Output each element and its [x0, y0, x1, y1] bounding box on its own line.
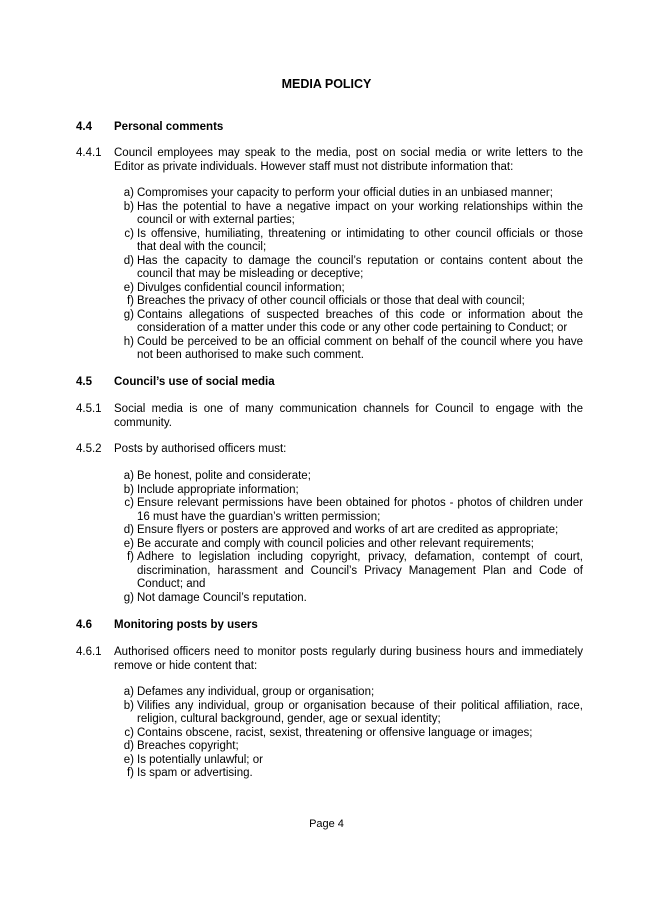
list-item-label: d) [123, 740, 134, 752]
section-number: 4.4 [76, 121, 92, 133]
list-item [118, 767, 583, 781]
list-item-label: g) [123, 308, 134, 321]
list-item [118, 551, 583, 592]
list-item [118, 740, 583, 754]
list-4-4-1 [118, 187, 583, 363]
list-item-label: a) [123, 187, 134, 199]
list-item-text: Has the potential to have a negative impact on your working relationships within the council or with external parties; [137, 200, 583, 226]
list-item-label: e) [123, 537, 134, 550]
list-item-text: Divulges confidential council information; [137, 281, 345, 294]
list-item-text: Be accurate and comply with council policies and other relevant requirements; [137, 537, 534, 550]
paragraph-number: 4.5.1 [76, 403, 102, 415]
section-number: 4.5 [76, 376, 92, 388]
list-item [118, 727, 583, 741]
list-item [118, 201, 583, 228]
list-item [118, 686, 583, 700]
list-item-label: c) [124, 726, 134, 739]
section-title: Personal comments [114, 121, 224, 133]
list-item-text: Is potentially unlawful; or [137, 753, 263, 766]
page-number-footer: Page 4 [309, 818, 344, 830]
paragraph-number: 4.6.1 [76, 646, 102, 658]
list-item-label: h) [123, 335, 134, 348]
list-item-text: Compromises your capacity to perform your official duties in an unbiased manner; [137, 187, 553, 199]
paragraph-4-5-2 [76, 443, 583, 457]
list-item-label: b) [123, 483, 134, 496]
paragraph-text: Social media is one of many communication channels for Council to engage with the community. [114, 403, 583, 429]
list-item-text: Not damage Council’s reputation. [137, 591, 307, 604]
list-item-label: g) [123, 591, 134, 604]
paragraph-text: Council employees may speak to the media, post on social media or write letters to the Editor as private individuals. However staff must not distribute information that: [114, 147, 583, 173]
list-4-5-2 [118, 470, 583, 605]
list-item-label: f) [126, 295, 134, 307]
list-item [118, 255, 583, 282]
list-item [118, 592, 583, 606]
page-title: MEDIA POLICY [281, 77, 372, 91]
list-item-text: Adhere to legislation including copyright, privacy, defamation, contempt of court, discrimination, harassment and Council’s Privacy Management Plan and Code of Conduct; and [137, 551, 583, 590]
list-item-label: e) [123, 753, 134, 766]
section-title: Monitoring posts by users [114, 619, 258, 631]
list-item-label: f) [126, 767, 134, 779]
list-item-text: Contains allegations of suspected breaches of this code or information about the consideration of a matter under this code or any other code pertaining to Conduct; or [137, 308, 583, 334]
list-item [118, 538, 583, 552]
paragraph-number: 4.4.1 [76, 147, 102, 159]
list-item [118, 309, 583, 336]
section-number: 4.6 [76, 619, 92, 631]
list-item-text: Include appropriate information; [137, 483, 299, 496]
list-item [118, 282, 583, 296]
paragraph-number: 4.5.2 [76, 443, 102, 455]
paragraph-4-5-1 [76, 403, 583, 430]
list-item-label: d) [123, 254, 134, 267]
list-item-text: Ensure flyers or posters are approved and works of art are credited as appropriate; [137, 524, 559, 536]
paragraph-4-4-1 [76, 147, 583, 174]
paragraph-text: Authorised officers need to monitor posts regularly during business hours and immediately remove or hide content that: [114, 646, 583, 672]
list-4-6-1 [118, 686, 583, 781]
section-heading-4-6 [76, 619, 258, 631]
list-item-label: a) [123, 686, 134, 698]
paragraph-4-6-1 [76, 646, 583, 673]
list-item-label: c) [124, 227, 134, 240]
list-item-text: Breaches copyright; [137, 740, 239, 752]
list-item-text: Breaches the privacy of other council officials or those that deal with council; [137, 295, 525, 307]
section-title: Council’s use of social media [114, 376, 275, 388]
list-item-text: Is offensive, humiliating, threatening or intimidating to other council officials or those that deal with the council; [137, 227, 583, 253]
section-heading-4-4 [76, 121, 223, 133]
list-item-text: Is spam or advertising. [137, 767, 253, 779]
list-item-text: Could be perceived to be an official comment on behalf of the council where you have not been authorised to make such comment. [137, 335, 583, 361]
list-item-text: Defames any individual, group or organisation; [137, 686, 375, 698]
list-item [118, 700, 583, 727]
list-item [118, 187, 583, 201]
list-item-label: c) [124, 497, 134, 509]
list-item-text: Vilifies any individual, group or organisation because of their political affiliation, race, religion, cultural background, gender, age or sexual identity; [137, 699, 583, 725]
list-item [118, 295, 583, 309]
list-item [118, 470, 583, 484]
list-item-label: b) [123, 200, 134, 213]
list-item [118, 484, 583, 498]
list-item-text: Has the capacity to damage the council’s reputation or contains content about the council that may be misleading or deceptive; [137, 254, 583, 280]
list-item-label: a) [123, 470, 134, 482]
list-item-text: Ensure relevant permissions have been obtained for photos - photos of children under 16 must have the guardian’s written permission; [137, 497, 583, 523]
list-item-label: f) [126, 551, 134, 563]
list-item-text: Contains obscene, racist, sexist, threatening or offensive language or images; [137, 726, 533, 739]
list-item [118, 228, 583, 255]
list-item [118, 336, 583, 363]
list-item [118, 754, 583, 768]
list-item [118, 524, 583, 538]
paragraph-text: Posts by authorised officers must: [114, 443, 287, 455]
list-item-label: b) [123, 699, 134, 712]
section-heading-4-5 [76, 376, 275, 388]
list-item-label: e) [123, 281, 134, 294]
list-item-text: Be honest, polite and considerate; [137, 470, 311, 482]
list-item-label: d) [123, 524, 134, 536]
list-item [118, 497, 583, 524]
